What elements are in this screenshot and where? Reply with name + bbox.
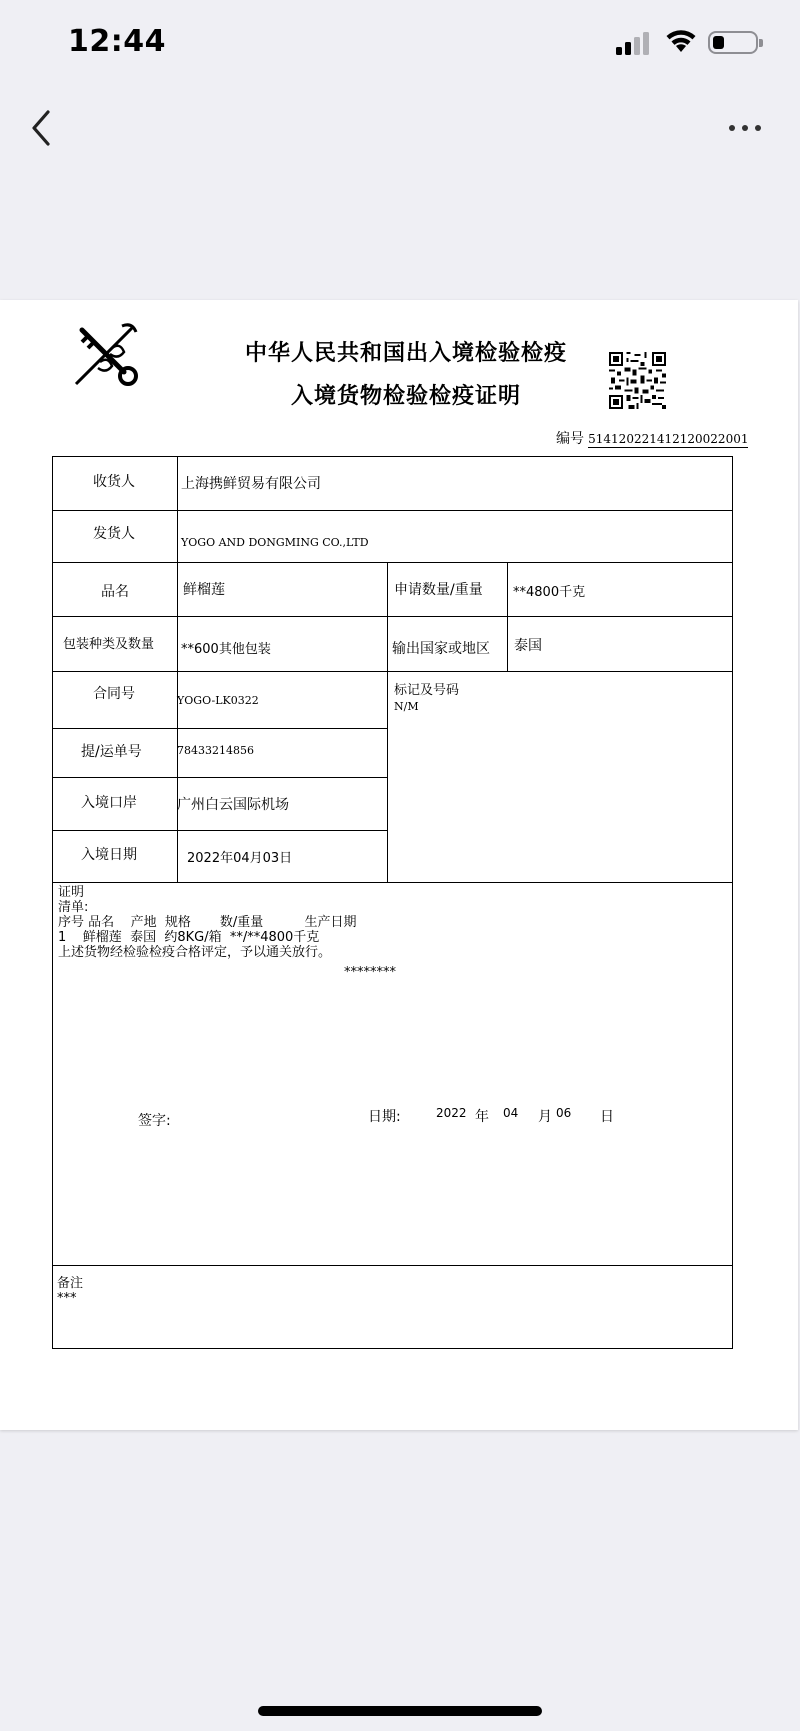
sign-day: 06 bbox=[556, 1106, 572, 1120]
battery-icon bbox=[708, 31, 758, 54]
certificate-number bbox=[556, 428, 748, 448]
year-char: 年 bbox=[475, 1109, 489, 1125]
entry-port-value: 广州白云国际机场 bbox=[177, 797, 289, 813]
consignor-label: 发货人 bbox=[93, 526, 135, 542]
contract-value: YOGO-LK0322 bbox=[177, 694, 259, 707]
product-label: 品名 bbox=[101, 584, 129, 600]
packing-value: **600其他包装 bbox=[181, 642, 271, 657]
certificate-number-label: 编号 bbox=[556, 431, 584, 447]
document-subtitle: 入境货物检验检疫证明 bbox=[290, 383, 521, 409]
consignee-label: 收货人 bbox=[93, 474, 135, 490]
list-label: 清单: bbox=[58, 900, 89, 915]
origin-country-value: 泰国 bbox=[514, 638, 542, 654]
consignor-value: YOGO AND DONGMING CO.,LTD bbox=[181, 536, 369, 549]
status-bar bbox=[0, 0, 800, 90]
list-header: 序号 品名 产地 规格 数/重量 生产日期 bbox=[58, 915, 357, 930]
wifi-icon bbox=[664, 28, 698, 54]
certification-statement: 上述货物经检验检疫合格评定，予以通关放行。 bbox=[58, 945, 332, 960]
certificate-number-value: 514120221412120022001 bbox=[588, 432, 749, 446]
ellipsis-icon[interactable] bbox=[720, 110, 770, 144]
entry-date-value: 2022年04月03日 bbox=[187, 851, 293, 866]
bill-of-lading-label: 提/运单号 bbox=[81, 744, 142, 760]
cellular-signal-icon bbox=[614, 30, 654, 56]
packing-label: 包装种类及数量 bbox=[63, 637, 155, 652]
stars-line: ******** bbox=[344, 965, 396, 980]
bill-of-lading-value: 78433214856 bbox=[177, 744, 254, 757]
navigation-bar bbox=[0, 90, 800, 170]
signature-label: 签字: bbox=[138, 1113, 171, 1129]
sign-date-label: 日期: bbox=[368, 1109, 401, 1125]
certification-label: 证明 bbox=[58, 885, 85, 900]
sign-month: 04 bbox=[503, 1106, 519, 1120]
month-char: 月 bbox=[538, 1109, 552, 1125]
consignee-value: 上海携鲜贸易有限公司 bbox=[181, 476, 321, 492]
status-time: 12:44 bbox=[68, 24, 166, 59]
list-row: 1 鲜榴莲 泰国 约8KG/箱 **/**4800千克 bbox=[58, 930, 320, 945]
certification-section bbox=[58, 885, 357, 960]
quantity-label: 申请数量/重量 bbox=[394, 582, 483, 598]
chevron-left-icon[interactable] bbox=[28, 106, 68, 150]
remarks-label: 备注 bbox=[57, 1276, 84, 1291]
certificate-document bbox=[0, 300, 798, 1430]
qr-code-icon bbox=[609, 352, 666, 409]
contract-label: 合同号 bbox=[93, 686, 135, 702]
sign-year: 2022 bbox=[436, 1106, 467, 1120]
document-title: 中华人民共和国出入境检验检疫 bbox=[244, 340, 567, 366]
entry-date-label: 入境日期 bbox=[81, 847, 137, 863]
day-char: 日 bbox=[600, 1109, 614, 1125]
product-value: 鲜榴莲 bbox=[183, 582, 225, 598]
entry-port-label: 入境口岸 bbox=[81, 795, 137, 811]
quantity-value: **4800千克 bbox=[513, 585, 586, 600]
home-indicator[interactable] bbox=[258, 1706, 542, 1716]
marks-label: 标记及号码 bbox=[394, 683, 460, 698]
remarks-value: *** bbox=[57, 1291, 77, 1306]
marks-value: N/M bbox=[394, 700, 419, 713]
origin-country-label: 输出国家或地区 bbox=[392, 641, 490, 657]
